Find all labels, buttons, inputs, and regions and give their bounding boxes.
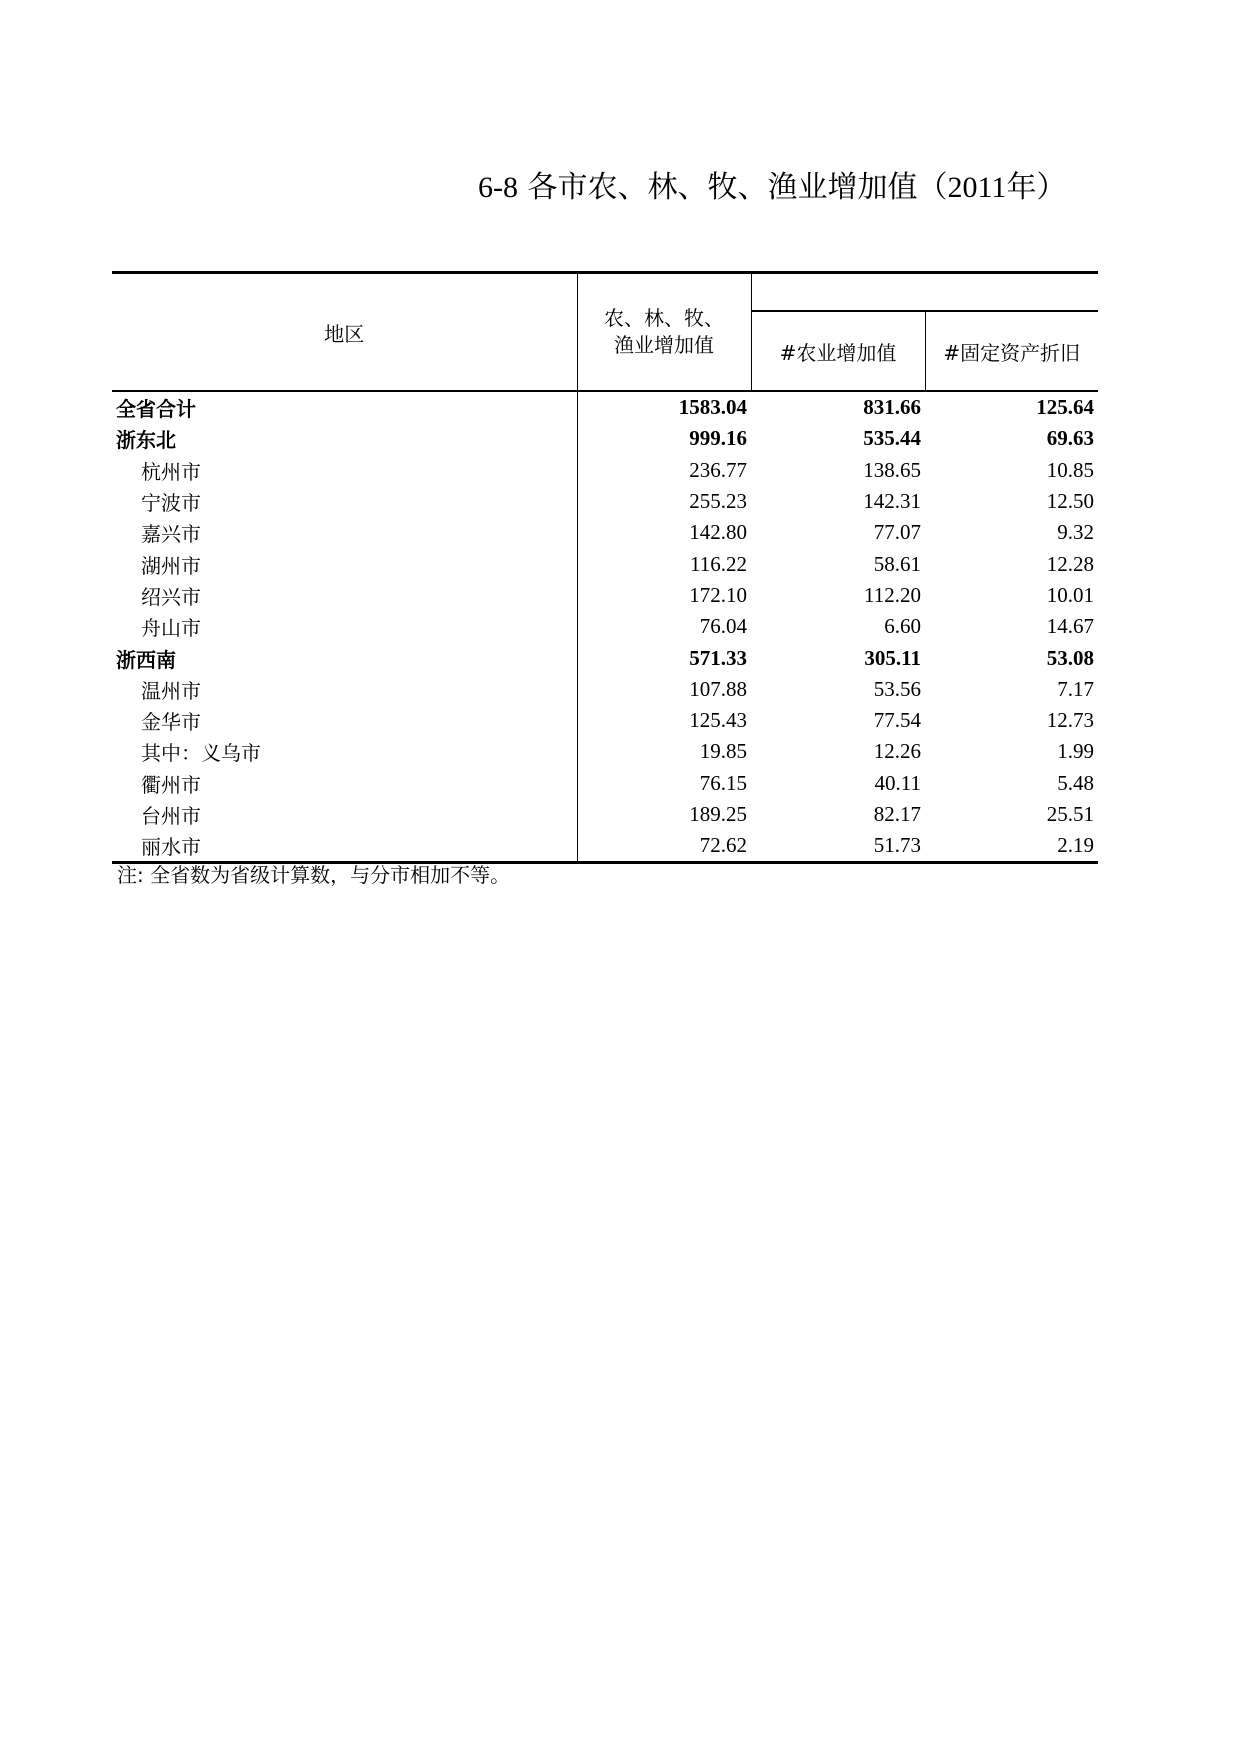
agri-cell: 77.54 [873,708,921,733]
header-total-line1: 农、林、牧、 [604,306,724,330]
depreciation-cell: 10.01 [1046,582,1094,607]
total-cell: 76.04 [699,614,747,639]
region-cell: 全省合计 [112,391,577,423]
agri-cell: 831.66 [863,395,921,420]
region-cell: 温州市 [112,674,577,705]
table-row [112,455,1098,486]
depreciation-cell: 2.19 [925,830,1098,863]
depreciation-cell: 125.64 [1036,395,1094,420]
region-cell: 衢州市 [112,768,577,799]
depreciation-cell: 69.63 [1046,426,1094,451]
agri-cell: 112.20 [864,582,921,607]
total-cell: 189.25 [689,802,747,826]
table-row [112,736,1098,767]
agri-cell: 53.56 [873,676,921,701]
agri-cell: 138.65 [863,457,921,482]
region-cell: 绍兴市 [112,580,577,611]
table-row [112,768,1098,799]
agri-cell: 82.17 [873,802,921,826]
total-cell: 571.33 [689,645,747,670]
depreciation-cell: 5.48 [1057,770,1094,795]
header-spacer [751,273,1098,312]
total-cell: 999.16 [689,426,747,451]
value-added-table [112,271,1098,864]
depreciation-cell: 12.73 [1046,708,1094,733]
total-cell: 116.22 [690,551,747,576]
depreciation-cell: 14.67 [1046,614,1094,639]
table-row [112,391,1098,423]
agri-cell: 142.31 [863,489,921,514]
total-cell: 255.23 [689,489,747,514]
title-year: 2011 [947,171,1007,204]
agri-cell: 51.73 [751,830,925,863]
title-suffix: 年） [1006,170,1067,205]
header-agri: #农业增加值 [751,311,925,391]
total-cell: 107.88 [689,676,747,701]
table-row [112,548,1098,579]
title-text: 各市农、林、牧、渔业增加值（ [527,170,948,205]
region-cell: 浙西南 [112,642,577,673]
table-row [112,799,1098,830]
total-cell: 1583.04 [678,395,747,420]
header-total-line2: 渔业增加值 [614,333,714,357]
agri-cell: 6.60 [884,614,921,639]
header-depreciation: #固定资产折旧 [925,311,1098,391]
agri-cell: 58.61 [873,551,921,576]
total-cell: 19.85 [699,739,747,764]
total-cell: 236.77 [689,457,747,482]
table-row [112,580,1098,611]
region-cell: 宁波市 [112,486,577,517]
depreciation-cell: 1.99 [1057,739,1094,764]
region-cell: 杭州市 [112,455,577,486]
region-cell: 嘉兴市 [112,517,577,548]
agri-cell: 40.11 [874,770,921,795]
header-region: 地区 [112,273,577,392]
depreciation-cell: 12.28 [1046,551,1094,576]
table-body [112,391,1098,863]
page-title [0,168,1240,208]
agri-cell: 535.44 [863,426,921,451]
region-cell: 金华市 [112,705,577,736]
table-row [112,611,1098,642]
title-number: 6-8 [478,171,518,204]
depreciation-cell: 53.08 [1046,645,1094,670]
depreciation-cell: 12.50 [1046,489,1094,514]
table-row [112,486,1098,517]
region-cell: 其中：义乌市 [112,736,577,767]
header-total [577,273,751,392]
table-row [112,642,1098,673]
total-cell: 72.62 [577,830,751,863]
total-cell: 76.15 [699,770,747,795]
table-row [112,517,1098,548]
depreciation-cell: 25.51 [1046,802,1094,826]
table-row [112,705,1098,736]
depreciation-cell: 10.85 [1046,457,1094,482]
total-cell: 125.43 [689,708,747,733]
table-row [112,830,1098,863]
region-cell: 台州市 [112,799,577,830]
table-row [112,674,1098,705]
region-cell: 舟山市 [112,611,577,642]
region-cell: 湖州市 [112,548,577,579]
region-cell: 浙东北 [112,423,577,454]
total-cell: 142.80 [689,520,747,545]
depreciation-cell: 9.32 [1057,520,1094,545]
agri-cell: 305.11 [864,645,921,670]
total-cell: 172.10 [689,582,747,607]
header-row [112,273,1098,312]
region-cell: 丽水市 [112,830,577,863]
footnote: 注: 全省数为省级计算数，与分市相加不等。 [117,863,511,887]
agri-cell: 77.07 [873,520,921,545]
agri-cell: 12.26 [873,739,921,764]
table-row [112,423,1098,454]
depreciation-cell: 7.17 [1057,676,1094,701]
